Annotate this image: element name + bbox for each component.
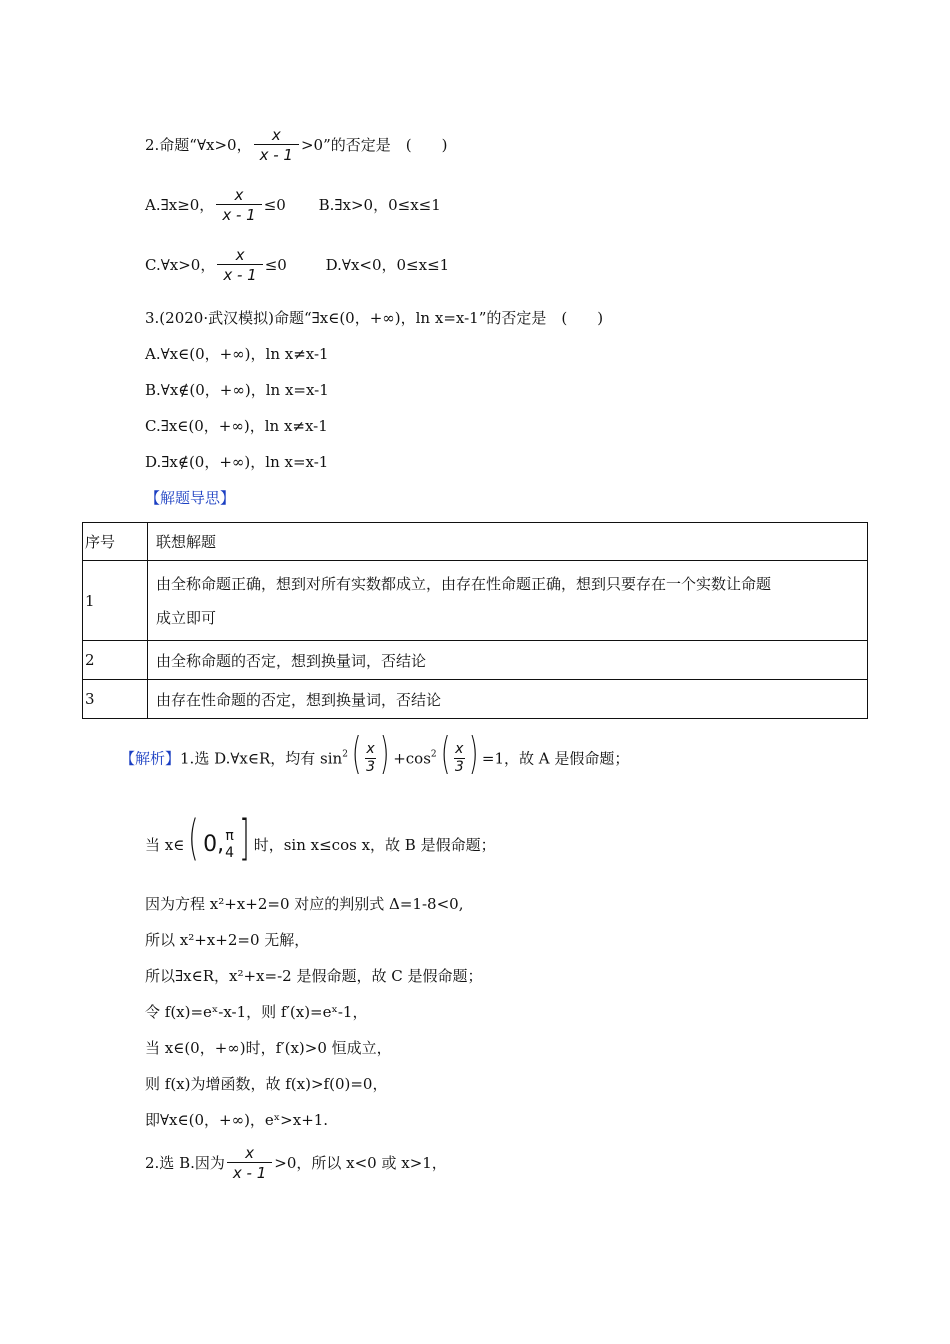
- q2-option-a-fraction: [216, 186, 261, 224]
- frac-denominator: x - 1: [227, 1162, 272, 1182]
- frac-denominator: x - 1: [216, 204, 261, 224]
- superscript-2: 2: [430, 749, 437, 760]
- analysis-l10-a: 2.选 B.因为: [145, 1154, 225, 1172]
- q2-stem-prefix: 2.命题“∀x>0，: [145, 136, 252, 154]
- table-header-number: 序号: [83, 523, 148, 561]
- table-row: [83, 680, 868, 719]
- pi-over-4-fraction: [224, 828, 235, 862]
- x-over-3-fraction: [365, 741, 376, 776]
- frac-numerator: π: [225, 828, 234, 844]
- q2-option-a-prefix: A.∃x≥0，: [145, 196, 215, 214]
- q2-option-b: B.∃x>0，0≤x≤1: [318, 196, 441, 214]
- analysis-line-7: 当 x∈(0，+∞)时，f′(x)>0 恒成立，: [145, 1039, 392, 1057]
- table-cell-content: 由全称命题的否定，想到换量词，否结论: [148, 641, 868, 680]
- table-header-row: [83, 523, 868, 561]
- q2-frac-numerator: x: [271, 126, 281, 144]
- frac-denominator: x - 1: [217, 264, 262, 284]
- right-paren-icon: ): [379, 728, 390, 779]
- q2-option-a-suffix: ≤0: [263, 196, 286, 214]
- table-cell-number: 2: [83, 641, 148, 680]
- frac-denominator: 4: [225, 845, 234, 861]
- right-bracket-icon: ]: [239, 810, 250, 866]
- q3-option-a: A.∀x∈(0，+∞)，ln x≠x-1: [145, 345, 329, 363]
- analysis-line-3: 因为方程 x²+x+2=0 对应的判别式 Δ=1-8<0,: [145, 895, 464, 913]
- analysis-l2-b: 时，sin x≤cos x，故 B 是假命题；: [253, 836, 496, 854]
- q2-stem: [145, 126, 447, 164]
- q2-option-d: D.∀x<0，0≤x≤1: [325, 256, 450, 274]
- frac-numerator: x: [245, 1144, 254, 1162]
- q2-options-ab: [145, 186, 441, 224]
- q2-fraction: [254, 126, 299, 164]
- right-paren-icon: ): [468, 728, 479, 779]
- analysis-line-6: 令 f(x)=eˣ-x-1，则 f′(x)=eˣ-1，: [145, 1003, 368, 1021]
- q2-stem-suffix: >0”的否定是 ( ): [300, 136, 448, 154]
- table-row: [83, 561, 868, 641]
- q2-options-cd: [145, 246, 449, 284]
- analysis-line-4: 所以 x²+x+2=0 无解，: [145, 931, 310, 949]
- cell-line: 成立即可: [156, 608, 217, 627]
- q2-frac-denominator: x - 1: [254, 144, 299, 164]
- analysis-line-5: 所以∃x∈R，x²+x=-2 是假命题，故 C 是假命题；: [145, 967, 483, 985]
- frac-denominator: 3: [454, 759, 464, 775]
- table-cell-content: [148, 561, 868, 641]
- analysis-tag: 【解析】: [120, 749, 181, 768]
- q3-option-c: C.∃x∈(0，+∞)，ln x≠x-1: [145, 417, 328, 435]
- frac-numerator: x: [366, 741, 375, 757]
- frac-numerator: x: [235, 246, 245, 264]
- q3-option-d: D.∃x∉(0，+∞)，ln x=x-1: [145, 453, 329, 471]
- analysis-l2-a: 当 x∈: [145, 836, 185, 854]
- analysis-l10-b: >0，所以 x<0 或 x>1，: [274, 1154, 447, 1172]
- frac-denominator: 3: [366, 759, 376, 775]
- guide-heading: 【解题导思】: [145, 489, 236, 507]
- frac-numerator: x: [234, 186, 244, 204]
- cell-line: 由全称命题正确，想到对所有实数都成立，由存在性命题正确，想到只要存在一个实数让命题: [156, 574, 772, 593]
- frac-numerator: x: [455, 741, 464, 757]
- x-over-3-fraction: [454, 741, 465, 776]
- q2-option-c-prefix: C.∀x>0，: [145, 256, 216, 274]
- analysis-line-10: [145, 1144, 447, 1182]
- analysis-l1-c: =1，故 A 是假命题；: [481, 749, 630, 768]
- q2-option-c-suffix: ≤0: [264, 256, 287, 274]
- left-paren-icon: (: [440, 728, 450, 779]
- q2-option-c-fraction: [217, 246, 262, 284]
- analysis-line-1: [120, 728, 630, 785]
- table-row: [83, 641, 868, 680]
- analysis-line-2: [145, 810, 496, 874]
- analysis-line-8: 则 f(x)为增函数，故 f(x)>f(0)=0，: [145, 1075, 388, 1093]
- guide-table: [82, 522, 868, 719]
- analysis-l1-b: +cos: [393, 749, 431, 768]
- analysis-line-9: 即∀x∈(0，+∞)，eˣ>x+1.: [145, 1111, 329, 1129]
- table-cell-number: 3: [83, 680, 148, 719]
- q3-stem: 3.(2020·武汉模拟)命题“∃x∈(0，+∞)，ln x=x-1”的否定是 ( ): [145, 309, 604, 327]
- q3-option-b: B.∀x∉(0，+∞)，ln x=x-1: [145, 381, 329, 399]
- x-over-x-minus-1-fraction: [227, 1144, 272, 1182]
- table-cell-number: 1: [83, 561, 148, 641]
- table-cell-content: 由存在性命题的否定，想到换量词，否结论: [148, 680, 868, 719]
- interval-start: 0,: [203, 832, 225, 857]
- left-paren-icon: (: [351, 728, 362, 779]
- analysis-l1-a: 1.选 D.∀x∈R，均有 sin: [180, 749, 343, 768]
- left-paren-icon: (: [188, 810, 199, 866]
- superscript-2: 2: [342, 749, 348, 760]
- table-header-content: 联想解题: [148, 523, 868, 561]
